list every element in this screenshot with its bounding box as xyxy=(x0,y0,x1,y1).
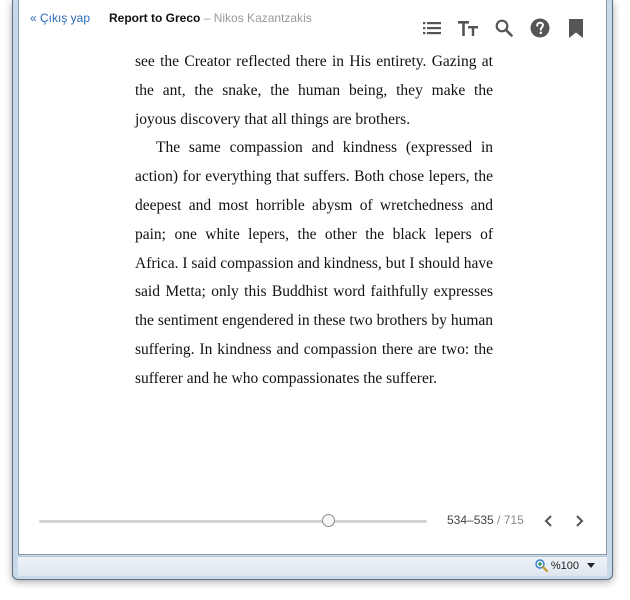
contents-button[interactable] xyxy=(414,14,450,42)
help-button[interactable] xyxy=(522,14,558,42)
book-text xyxy=(135,48,493,394)
zoom-control[interactable] xyxy=(535,559,595,572)
browser-window xyxy=(12,0,613,580)
dropdown-arrow-icon xyxy=(587,563,595,568)
reader-footer xyxy=(19,505,606,535)
reader-header xyxy=(19,0,606,44)
paragraph: The same compassion and kindness (expressed in action) for everything that suffers. Both chose lepers, the deepest and most horrible abysm of wretchedness and pain; one white lepers, the other the black lepers of Africa. I said compassion and kindness, but I should have said Metta; only this Buddhist word faithfully expresses the sentiment engendered in these two brothers by human suffering. In kindness and compassion there are two: the sufferer and he who compassionates the sufferer. xyxy=(135,139,493,387)
chevron-left-icon xyxy=(544,515,554,527)
book-title-line xyxy=(109,11,312,25)
title-separator: – xyxy=(203,11,211,25)
text-size-button[interactable] xyxy=(450,14,486,42)
book-title: Report to Greco xyxy=(109,11,201,25)
page-slider-thumb[interactable] xyxy=(322,514,335,527)
chevron-right-icon xyxy=(574,515,584,527)
text-size-icon xyxy=(458,19,478,37)
page-separator: / xyxy=(493,513,504,527)
bookmark-icon xyxy=(569,19,583,38)
zoom-icon xyxy=(535,559,548,572)
search-button[interactable] xyxy=(486,14,522,42)
zoom-level: %100 xyxy=(550,559,579,572)
exit-link[interactable]: « Çıkış yap xyxy=(30,11,91,25)
next-page-button[interactable] xyxy=(569,511,589,531)
page-counter xyxy=(447,513,524,527)
bookmark-button[interactable] xyxy=(558,14,594,42)
page-total: 715 xyxy=(503,513,524,527)
search-icon xyxy=(495,19,513,37)
page-slider[interactable] xyxy=(39,520,427,523)
paragraph-continued: see the Creator reflected there in His entirety. Gazing at the ant, the snake, the human being, they make the joyous discovery that all things are brothers. xyxy=(135,53,493,128)
help-icon xyxy=(530,18,550,38)
book-author: Nikos Kazantzakis xyxy=(213,11,312,25)
previous-page-button[interactable] xyxy=(539,511,559,531)
reader-pane xyxy=(18,0,607,555)
contents-icon xyxy=(423,21,441,35)
reader-toolbar xyxy=(414,14,594,42)
page-range: 534–535 xyxy=(447,513,494,527)
status-bar xyxy=(18,556,607,576)
